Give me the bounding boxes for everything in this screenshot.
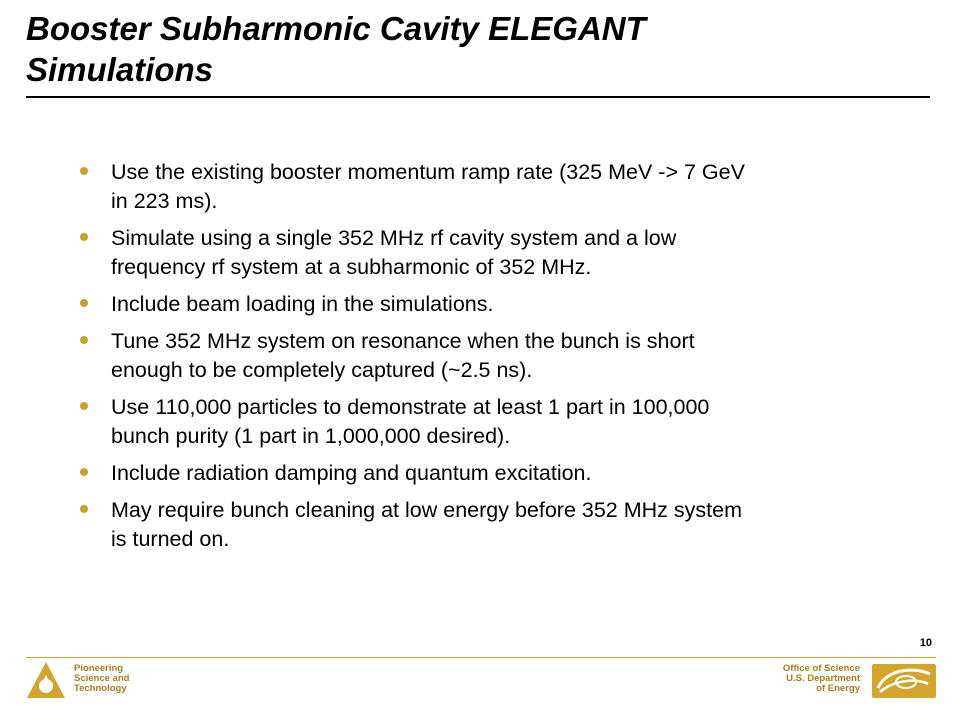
bullet-item-4 xyxy=(78,327,908,385)
bullet-item-7 xyxy=(78,496,908,554)
bullet-text-line: May require bunch cleaning at low energy before 352 MHz system xyxy=(111,498,742,522)
bullet-text-line: Use 110,000 particles to demonstrate at least 1 part in 100,000 xyxy=(111,395,710,419)
bullet-dot-icon xyxy=(80,167,88,175)
bullet-dot-icon xyxy=(80,233,88,241)
bullet-text-line: Simulate using a single 352 MHz rf cavity system and a low xyxy=(111,226,677,250)
bullet-text-line: frequency rf system at a subharmonic of 352 MHz. xyxy=(111,255,592,279)
bullet-text-line: in 223 ms). xyxy=(111,189,218,213)
bullet-text-line: Include radiation damping and quantum excitation. xyxy=(111,461,592,485)
doe-line: of Energy xyxy=(816,683,860,694)
bullet-dot-icon xyxy=(80,336,88,344)
slide-title-line-1: Booster Subharmonic Cavity ELEGANT xyxy=(26,10,646,47)
bullet-item-5 xyxy=(78,393,908,451)
slide-title xyxy=(26,8,926,90)
tagline-line: Technology xyxy=(74,683,127,694)
bullet-item-1 xyxy=(78,158,908,216)
page-number: 10 xyxy=(919,637,932,649)
bullet-text-line: Include beam loading in the simulations. xyxy=(111,292,494,316)
bullet-item-6 xyxy=(78,459,908,488)
tagline-line: Pioneering xyxy=(74,663,124,674)
slide-title-line-2: Simulations xyxy=(26,51,214,88)
bullet-dot-icon xyxy=(80,505,88,513)
bullet-text-line: Use the existing booster momentum ramp rate (325 MeV -> 7 GeV xyxy=(111,160,745,184)
doe-line: Office of Science xyxy=(782,663,860,674)
footer-tagline xyxy=(74,664,129,694)
footer-doe-text xyxy=(783,664,860,694)
doe-line: U.S. Department xyxy=(786,673,860,684)
bullet-item-3 xyxy=(78,290,908,319)
bullet-dot-icon xyxy=(80,299,88,307)
bullet-dot-icon xyxy=(80,402,88,410)
bullet-text-line: is turned on. xyxy=(111,527,230,551)
bullet-dot-icon xyxy=(80,468,88,476)
title-divider xyxy=(26,96,930,98)
bullet-text-line: bunch purity (1 part in 1,000,000 desired). xyxy=(111,424,511,448)
footer-divider xyxy=(26,657,936,658)
bullet-text-line: enough to be completely captured (~2.5 ns). xyxy=(111,358,533,382)
bullet-list xyxy=(78,158,908,562)
doe-swirl-icon xyxy=(872,664,936,698)
argonne-triangle-icon xyxy=(26,661,66,699)
bullet-item-2 xyxy=(78,224,908,282)
tagline-line: Science and xyxy=(74,673,130,684)
bullet-text-line: Tune 352 MHz system on resonance when the bunch is short xyxy=(111,329,695,353)
